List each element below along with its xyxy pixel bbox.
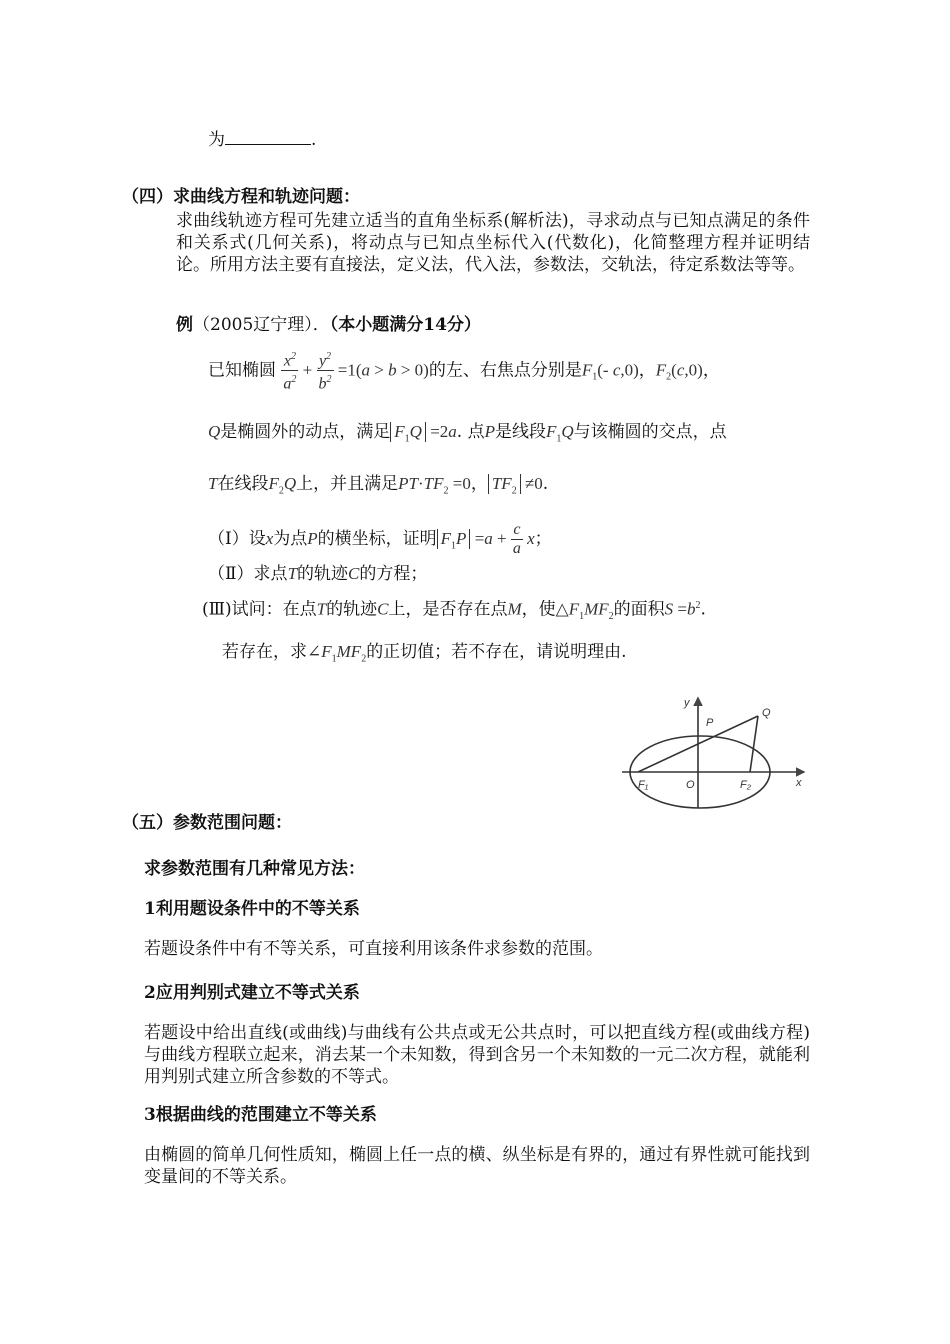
- method-1-text: 若题设条件中有不等关系，可直接利用该条件求参数的范围。: [144, 939, 603, 959]
- label-q: Q: [762, 707, 771, 719]
- top-line: [208, 128, 316, 152]
- line2-text-b: . 点: [456, 422, 485, 442]
- q4-text-b: 的正切值；若不存在，请说明理由.: [366, 642, 627, 662]
- line3-text-b: 上，并且满足: [296, 474, 399, 494]
- ellipse-frac-y: $\frac{y^2}{b^2}$: [317, 348, 334, 394]
- method-2-text: 若题设中给出直线(或曲线)与曲线有公共点或无公共点时，可以把直线方程(或曲线方程)与曲线方程联立起来，消去某一个未知数，得到含另一个未知数的一元二次方程，就能利用判别式建立所含参数的不等式。: [144, 1023, 810, 1087]
- label-f2: F₂: [740, 779, 751, 791]
- example-score: （本小题满分14分）: [329, 315, 481, 335]
- example-label: 例: [176, 315, 193, 335]
- q3-text-a: (Ⅲ)试问：在点: [202, 599, 317, 620]
- q1-frac: $\frac{c}{a}$: [512, 521, 521, 557]
- section-5-heading: （五）参数范围问题：: [122, 813, 292, 833]
- section-4-paragraph: 求曲线轨迹方程可先建立适当的直角坐标系(解析法)，寻求动点与已知点满足的条件和关系式(几何关系)，将动点与已知点坐标代入(代数化)，化简整理方程并证明结论。所用方法主要有直接法，定义法，代入法，参数法，交轨法，待定系数法等等。: [176, 211, 810, 275]
- q3-text-c: 上，是否存在点: [388, 599, 508, 620]
- question-2: （Ⅱ）求点T的轨迹C的方程；: [208, 564, 428, 584]
- method-3-text: 由椭圆的简单几何性质知，椭圆上任一点的横、纵坐标是有界的，通过有界性就可能找到变量间的不等关系。: [144, 1145, 810, 1187]
- q1-text-a: （Ⅰ）设: [208, 529, 266, 549]
- label-o: O: [686, 779, 695, 791]
- q3-text-e: 的面积: [613, 599, 665, 620]
- label-y: y: [684, 697, 690, 709]
- problem-line-1: 已知椭圆 $\frac{x^2}{a^2}$ + $\frac{y^2}{b^2}$ =1(a > b > 0)的左、右焦点分别是$F_1(-$ c,0)，$F_2(c,0)$，: [208, 348, 720, 398]
- top-prefix: 为: [208, 130, 225, 150]
- q1-text-c: 的横坐标，证明: [317, 529, 437, 549]
- q2-text-b: 的轨迹: [297, 564, 349, 584]
- ellipse-figure: [618, 690, 814, 812]
- label-f1: F₁: [638, 779, 649, 791]
- method-1-title: 1利用题设条件中的不等关系: [144, 899, 360, 919]
- problem-line-2: Q是椭圆外的动点，满足 $F_1Q =2a$. 点P是线段$F_1Q$与该椭圆的交点，点: [208, 422, 727, 445]
- line2-text-a: 是椭圆外的动点，满足: [220, 422, 391, 442]
- answer-blank: [225, 128, 311, 145]
- label-p: P: [706, 717, 714, 729]
- line3-text-a: 在线段: [217, 474, 269, 494]
- line2-text-c: 是线段: [495, 422, 546, 442]
- method-3-title: 3根据曲线的范围建立不等关系: [144, 1105, 377, 1125]
- method-2-title: 2应用判别式建立不等式关系: [144, 983, 360, 1003]
- q3-text-d: ，使: [521, 599, 556, 620]
- section-4-heading: （四）求曲线方程和轨迹问题：: [122, 187, 360, 207]
- q1-text-b: 为点: [273, 529, 308, 549]
- segment-f2q: [750, 716, 758, 772]
- q2-text-c: 的方程；: [359, 564, 428, 584]
- line1-text-b: 的左、右焦点分别是: [428, 360, 582, 381]
- label-x: x: [796, 777, 802, 789]
- example-source: （2005辽宁理）．: [193, 315, 330, 335]
- q4-text-a: 若存在，求: [222, 642, 307, 662]
- line2-text-d: 与该椭圆的交点，点: [573, 422, 727, 442]
- question-3-cont: 若存在，求$\angle F_1MF_2$的正切值；若不存在，请说明理由.: [222, 642, 627, 665]
- section-5-intro: 求参数范围有几种常见方法：: [144, 859, 365, 879]
- question-1: （Ⅰ）设x为点P的横坐标，证明 $F_1P =a$ + $\frac{c}{a}$ x；: [208, 521, 552, 557]
- q3-text-b: 的轨迹: [326, 599, 378, 620]
- q2-text-a: （Ⅱ）求点: [208, 564, 288, 584]
- ellipse-frac-x: $\frac{x^2}{a^2}$: [281, 348, 298, 394]
- top-suffix: .: [311, 130, 317, 150]
- line1-text-a: 已知椭圆: [208, 360, 276, 381]
- problem-line-3: T在线段$F_2Q$上，并且满足$PT\cdot TF_2 =0$， $TF_2 \ne 0$.: [208, 474, 549, 497]
- example-line: [176, 314, 481, 337]
- question-3: (Ⅲ)试问：在点T的轨迹C上，是否存在点M，使$\triangle F_1MF_2$的面积$S =b^2$.: [202, 599, 706, 623]
